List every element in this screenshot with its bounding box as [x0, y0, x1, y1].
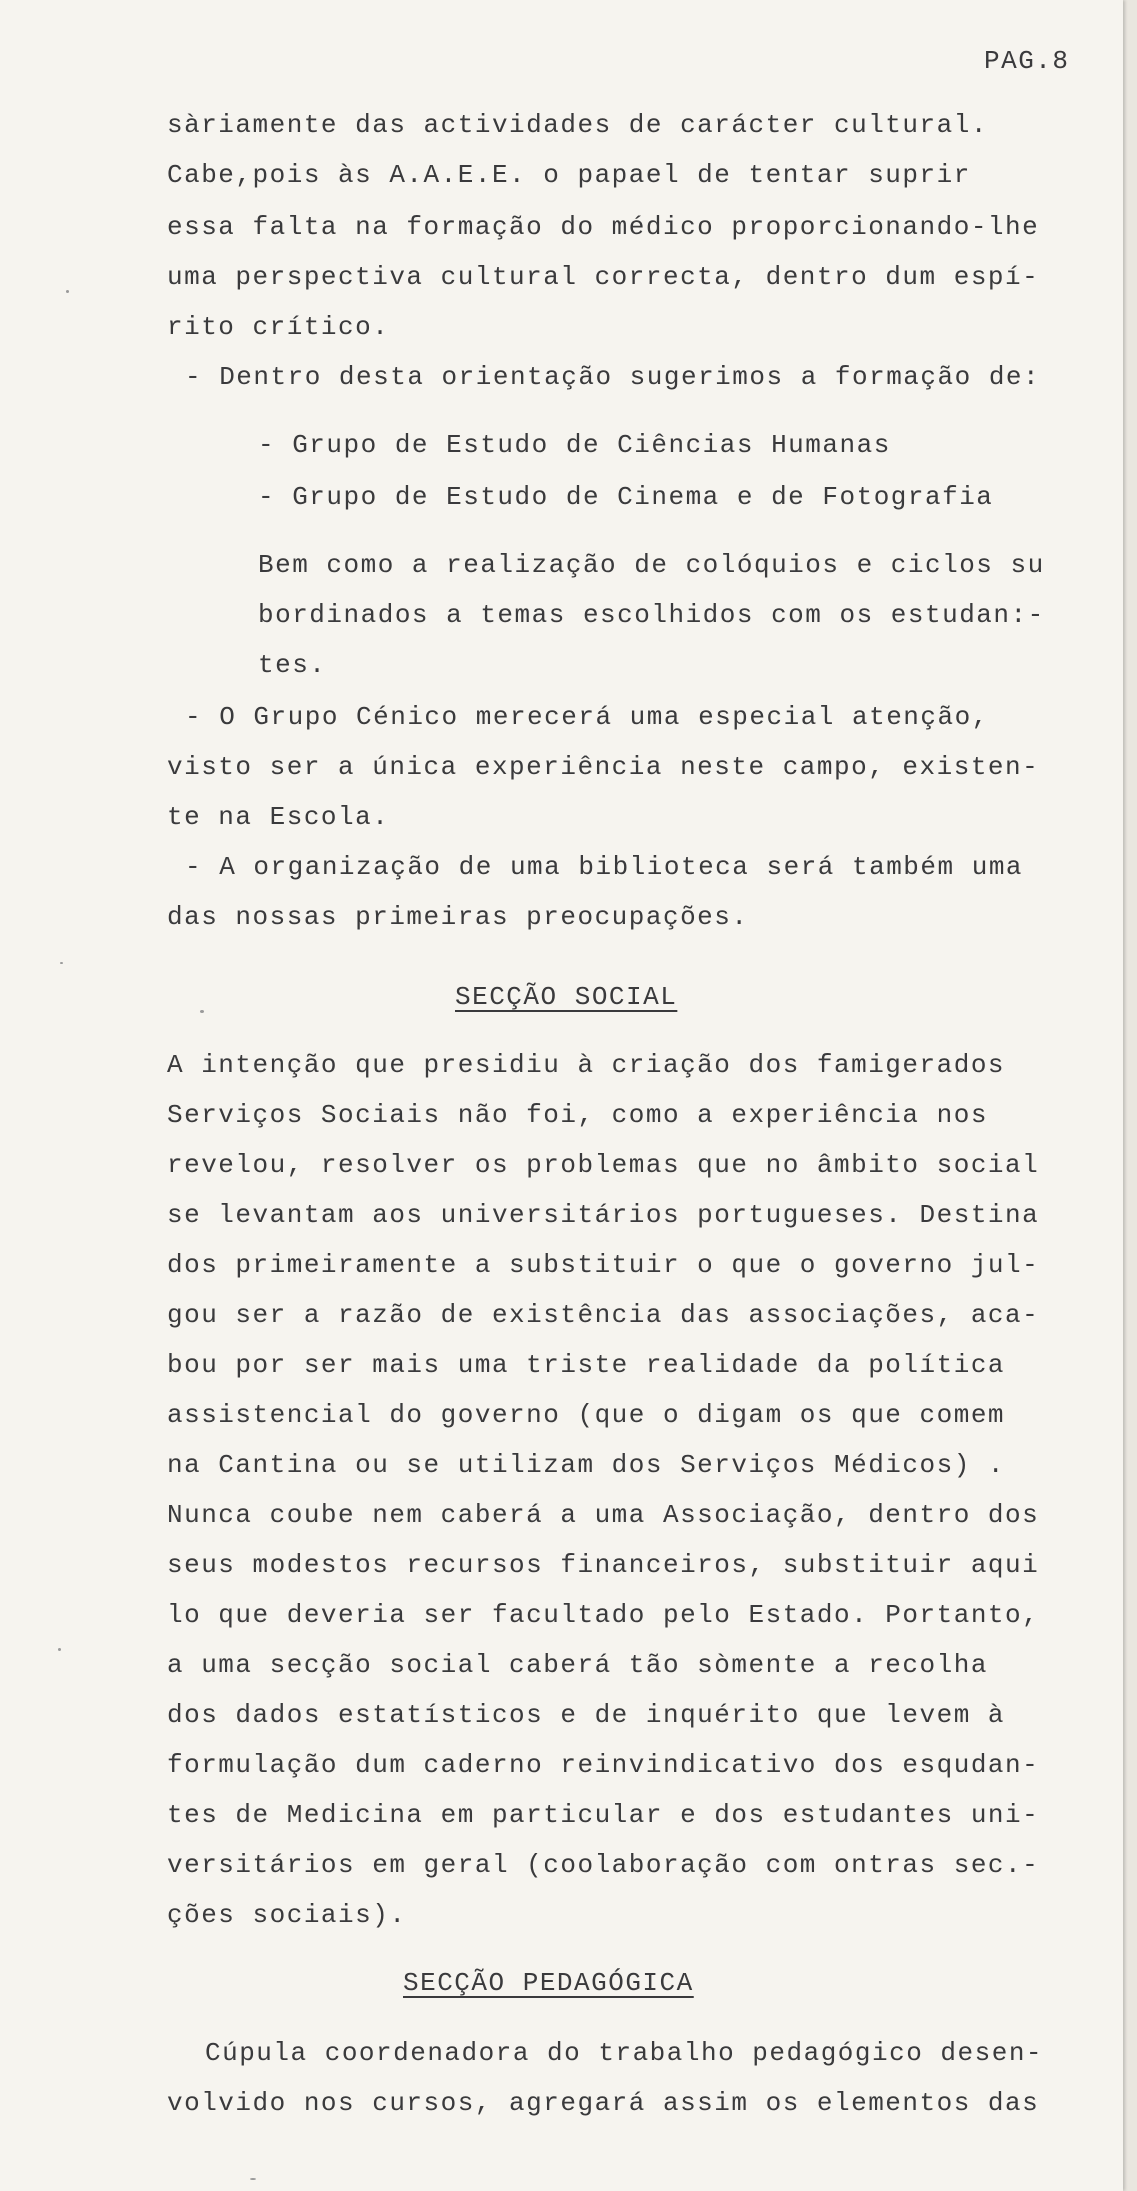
text-line: das nossas primeiras preocupações. — [167, 902, 749, 932]
text-line: versitários em geral (coolaboração com ontras sec.- — [167, 1850, 1040, 1880]
text-line: revelou, resolver os problemas que no âmbito social — [167, 1150, 1040, 1180]
list-item: - Grupo de Estudo de Cinema e de Fotografia — [258, 482, 994, 512]
section-heading-social: SECÇÃO SOCIAL — [455, 982, 678, 1012]
text-line: seus modestos recursos financeiros, substituir aqui — [167, 1550, 1040, 1580]
paper-speck — [60, 962, 63, 964]
text-line: - A organização de uma biblioteca será também uma — [185, 852, 1024, 882]
paper-speck — [200, 1010, 204, 1013]
text-line: - Dentro desta orientação sugerimos a formação de: — [185, 362, 1041, 392]
text-line: na Cantina ou se utilizam dos Serviços Médicos) . — [167, 1450, 1006, 1480]
paper-speck — [58, 1648, 61, 1651]
list-item: - Grupo de Estudo de Ciências Humanas — [258, 430, 891, 460]
text-line: volvido nos cursos, agregará assim os elementos das — [167, 2088, 1040, 2118]
text-line: dos dados estatísticos e de inquérito que levem à — [167, 1700, 1006, 1730]
text-line: formulação dum caderno reinvindicativo dos esqudan- — [167, 1750, 1040, 1780]
text-line: Nunca coube nem caberá a uma Associação, dentro dos — [167, 1500, 1040, 1530]
page-number: PAG.8 — [984, 46, 1070, 76]
text-line: Serviços Sociais não foi, como a experiência nos — [167, 1100, 988, 1130]
text-line: ções sociais). — [167, 1900, 407, 1930]
text-line: essa falta na formação do médico proporcionando-lhe — [167, 212, 1040, 242]
text-line: bou por ser mais uma triste realidade da política — [167, 1350, 1006, 1380]
text-line: dos primeiramente a substituir o que o governo jul- — [167, 1250, 1040, 1280]
text-line: rito crítico. — [167, 312, 390, 342]
paper-speck — [250, 2178, 256, 2180]
text-line: Cúpula coordenadora do trabalho pedagógico desen- — [205, 2038, 1044, 2068]
text-line: Cabe,pois às A.A.E.E. o papael de tentar suprir — [167, 160, 971, 190]
text-line: sàriamente das actividades de carácter cultural. — [167, 110, 988, 140]
text-line: assistencial do governo (que o digam os que comem — [167, 1400, 1006, 1430]
text-line: bordinados a temas escolhidos com os estudan:- — [258, 600, 1045, 630]
text-line: Bem como a realização de colóquios e ciclos su — [258, 550, 1045, 580]
text-line: te na Escola. — [167, 802, 390, 832]
text-line: A intenção que presidiu à criação dos famigerados — [167, 1050, 1006, 1080]
text-line: lo que deveria ser facultado pelo Estado. Portanto, — [167, 1600, 1040, 1630]
text-line: uma perspectiva cultural correcta, dentro dum espí- — [167, 262, 1040, 292]
text-line: visto ser a única experiência neste campo, existen- — [167, 752, 1040, 782]
section-heading-pedagogica: SECÇÃO PEDAGÓGICA — [403, 1968, 694, 1998]
text-line: se levantam aos universitários portugueses. Destina — [167, 1200, 1040, 1230]
text-line: tes de Medicina em particular e dos estudantes uni- — [167, 1800, 1040, 1830]
text-line: a uma secção social caberá tão sòmente a recolha — [167, 1650, 988, 1680]
text-line: - O Grupo Cénico merecerá uma especial atenção, — [185, 702, 989, 732]
text-line: gou ser a razão de existência das associações, aca- — [167, 1300, 1040, 1330]
text-line: tes. — [258, 650, 327, 680]
paper-speck — [66, 290, 69, 293]
